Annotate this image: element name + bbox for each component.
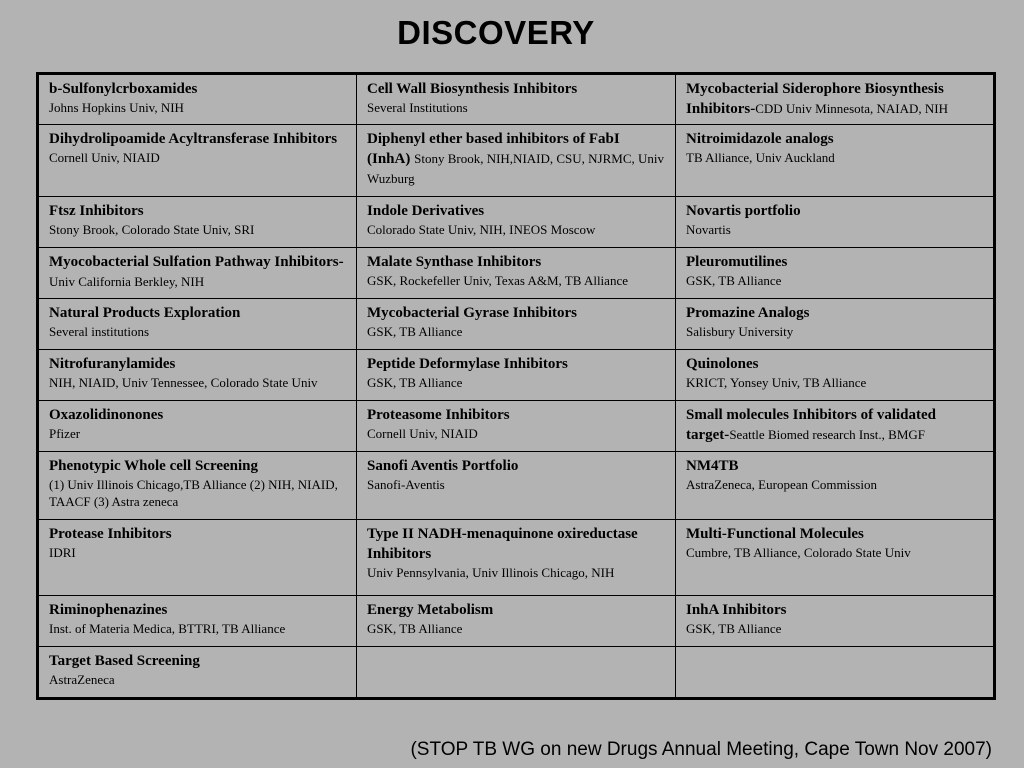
institutions: Colorado State Univ, NIH, INEOS Moscow <box>367 222 596 237</box>
table-cell <box>38 248 357 299</box>
institutions: (1) Univ Illinois Chicago,TB Alliance (2) NIH, NIAID, TAACF (3) Astra zeneca <box>49 477 338 509</box>
table-cell <box>357 197 676 248</box>
project-title: NM4TB <box>686 458 739 474</box>
institutions: TB Alliance, Univ Auckland <box>686 150 835 165</box>
institutions: Cornell Univ, NIAID <box>367 426 478 441</box>
institutions: GSK, Rockefeller Univ, Texas A&M, TB Alliance <box>367 273 628 288</box>
project-title: Quinolones <box>686 356 759 372</box>
table-cell <box>38 520 357 596</box>
project-title: Malate Synthase Inhibitors <box>367 254 542 270</box>
table-row <box>38 401 995 452</box>
table-row <box>38 197 995 248</box>
table-cell <box>676 299 995 350</box>
table-cell <box>357 452 676 520</box>
table-cell <box>38 647 357 699</box>
project-title: Sanofi Aventis Portfolio <box>367 458 519 474</box>
table-row <box>38 452 995 520</box>
empty-cell <box>357 647 676 699</box>
table-row <box>38 299 995 350</box>
project-title: Type II NADH-menaquinone oxireductase Inhibitors <box>367 526 638 562</box>
table-cell <box>357 299 676 350</box>
table-cell <box>676 452 995 520</box>
institutions: Johns Hopkins Univ, NIH <box>49 100 184 115</box>
institutions: Seattle Biomed research Inst., BMGF <box>729 427 925 442</box>
project-title-with-institutions <box>686 79 983 119</box>
table-cell <box>38 596 357 647</box>
table-cell <box>38 197 357 248</box>
project-title: Myocobacterial Sulfation Pathway Inhibitors- <box>49 254 344 270</box>
table-cell <box>357 596 676 647</box>
institutions: Pfizer <box>49 426 81 441</box>
table-cell <box>676 596 995 647</box>
project-title: Diphenyl ether based inhibitors of FabI (InhA) <box>367 131 620 167</box>
project-title: Indole Derivatives <box>367 203 485 219</box>
table-cell <box>676 74 995 125</box>
project-title: Natural Products Exploration <box>49 305 241 321</box>
institutions: Cornell Univ, NIAID <box>49 150 160 165</box>
project-title: Cell Wall Biosynthesis Inhibitors <box>367 81 578 97</box>
institutions: Several institutions <box>49 324 150 339</box>
project-title-with-institutions <box>49 252 346 292</box>
empty-cell <box>676 647 995 699</box>
project-title: Mycobacterial Gyrase Inhibitors <box>367 305 577 321</box>
project-title: Pleuromutilines <box>686 254 788 270</box>
table-cell <box>676 197 995 248</box>
institutions: AstraZeneca, European Commission <box>686 477 877 492</box>
project-title-with-institutions <box>367 129 665 189</box>
page-title: DISCOVERY <box>397 14 595 51</box>
project-title: Nitrofuranylamides <box>49 356 176 372</box>
institutions: KRICT, Yonsey Univ, TB Alliance <box>686 375 867 390</box>
project-title: Nitroimidazole analogs <box>686 131 834 147</box>
institutions: NIH, NIAID, Univ Tennessee, Colorado State Univ <box>49 375 318 390</box>
table-cell <box>38 74 357 125</box>
table-cell <box>357 248 676 299</box>
project-title: Multi-Functional Molecules <box>686 526 864 542</box>
table-row <box>38 125 995 197</box>
table-row <box>38 350 995 401</box>
table-row <box>38 248 995 299</box>
table-cell <box>676 248 995 299</box>
institutions: CDD Univ Minnesota, NAIAD, NIH <box>755 101 949 116</box>
project-title: Riminophenazines <box>49 602 168 618</box>
table-cell <box>38 401 357 452</box>
table-row <box>38 74 995 125</box>
institutions: GSK, TB Alliance <box>686 621 782 636</box>
table-cell <box>676 520 995 596</box>
institutions: Cumbre, TB Alliance, Colorado State Univ <box>686 545 911 560</box>
project-title: InhA Inhibitors <box>686 602 787 618</box>
institutions: Stony Brook, NIH,NIAID, CSU, NJRMC, Univ Wuzburg <box>367 151 665 186</box>
institutions: GSK, TB Alliance <box>367 375 463 390</box>
table-cell <box>357 520 676 596</box>
table-cell <box>357 125 676 197</box>
institutions: Sanofi-Aventis <box>367 477 445 492</box>
project-title-with-institutions <box>686 405 983 445</box>
source-caption: (STOP TB WG on new Drugs Annual Meeting, Cape Town Nov 2007) <box>410 739 992 760</box>
project-title: Ftsz Inhibitors <box>49 203 144 219</box>
project-title: Dihydrolipoamide Acyltransferase Inhibitors <box>49 131 338 147</box>
project-title: Mycobacterial Siderophore Biosynthesis Inhibitors- <box>686 81 944 117</box>
project-title: Target Based Screening <box>49 653 200 669</box>
table-row <box>38 647 995 699</box>
project-title: Novartis portfolio <box>686 203 801 219</box>
institutions: AstraZeneca <box>49 672 115 687</box>
institutions: GSK, TB Alliance <box>367 324 463 339</box>
institutions: Salisbury University <box>686 324 794 339</box>
discovery-table <box>36 72 996 700</box>
project-title: Small molecules Inhibitors of validated target- <box>686 407 937 443</box>
institutions: IDRI <box>49 545 76 560</box>
table-cell <box>676 125 995 197</box>
institutions: Novartis <box>686 222 731 237</box>
institutions: Inst. of Materia Medica, BTTRI, TB Alliance <box>49 621 286 636</box>
table-cell <box>357 350 676 401</box>
project-title: Proteasome Inhibitors <box>367 407 510 423</box>
project-title: Peptide Deformylase Inhibitors <box>367 356 568 372</box>
table-cell <box>38 125 357 197</box>
table-cell <box>676 401 995 452</box>
project-title: Oxazolidinonones <box>49 407 164 423</box>
project-title: Promazine Analogs <box>686 305 810 321</box>
institutions: Stony Brook, Colorado State Univ, SRI <box>49 222 255 237</box>
institutions: Several Institutions <box>367 100 468 115</box>
project-title: Energy Metabolism <box>367 602 494 618</box>
institutions: Univ California Berkley, NIH <box>49 274 205 289</box>
institutions: Univ Pennsylvania, Univ Illinois Chicago, NIH <box>367 565 615 580</box>
project-title: b-Sulfonylcrboxamides <box>49 81 198 97</box>
table-cell <box>38 299 357 350</box>
project-title: Protease Inhibitors <box>49 526 172 542</box>
institutions: GSK, TB Alliance <box>686 273 782 288</box>
table-row <box>38 596 995 647</box>
table-cell <box>38 452 357 520</box>
institutions: GSK, TB Alliance <box>367 621 463 636</box>
project-title: Phenotypic Whole cell Screening <box>49 458 259 474</box>
table-cell <box>357 401 676 452</box>
table-cell <box>676 350 995 401</box>
table-cell <box>38 350 357 401</box>
table-row <box>38 520 995 596</box>
table-cell <box>357 74 676 125</box>
